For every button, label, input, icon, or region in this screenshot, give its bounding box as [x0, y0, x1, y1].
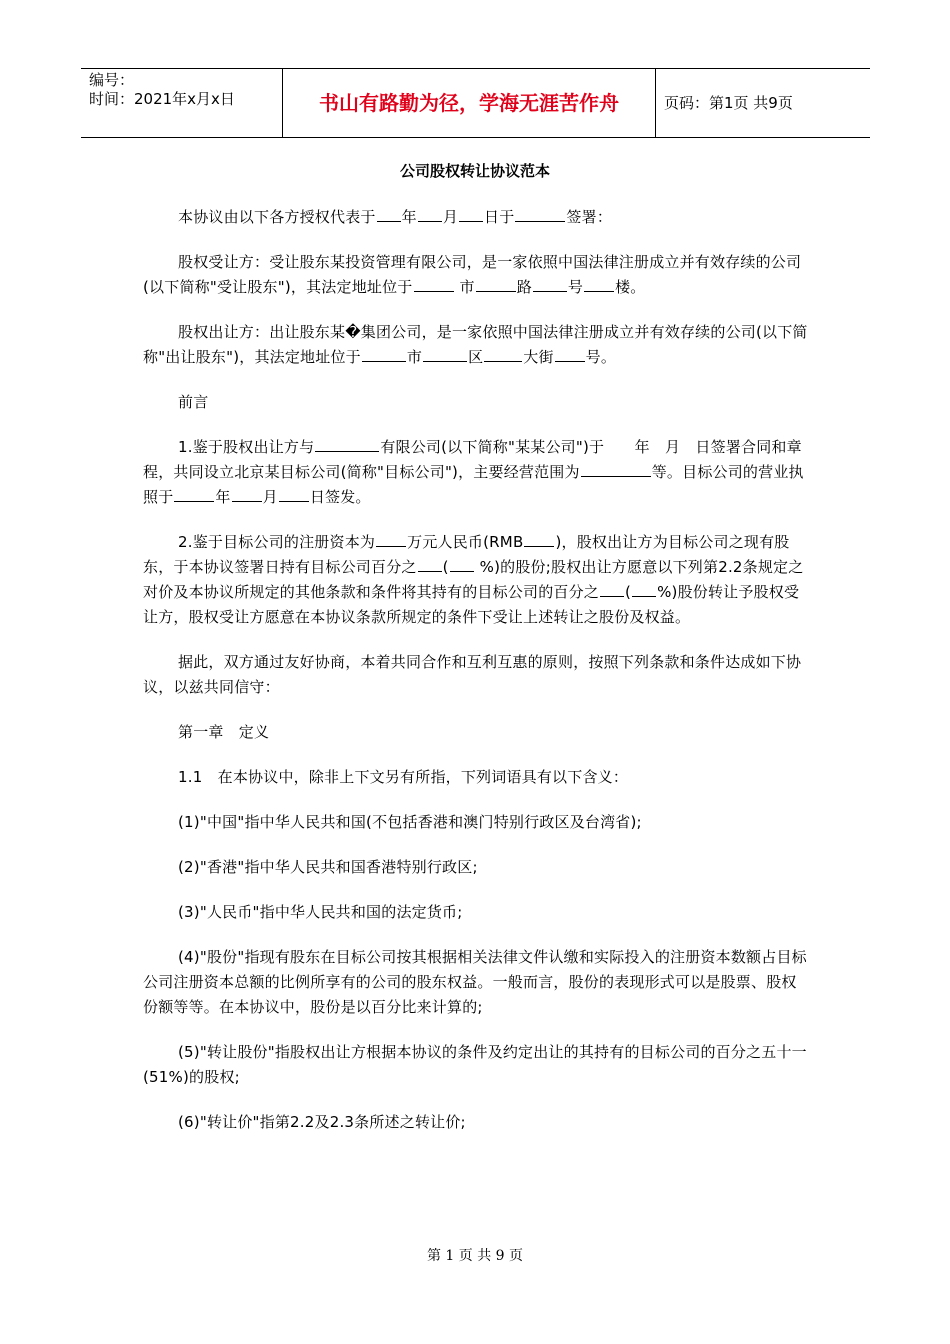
- accord-paragraph: 据此，双方通过友好协商，本着共同合作和互利互惠的原则，按照下列条款和条件达成如下协议，以兹共同信守：: [143, 653, 802, 696]
- blank-field: [533, 275, 567, 292]
- blank-field: [584, 275, 614, 292]
- blank-field: [524, 530, 554, 547]
- document-number-label: 编号：: [89, 71, 135, 89]
- blank-field: [515, 205, 565, 222]
- blank-field: [632, 580, 656, 597]
- page-header: [81, 68, 870, 138]
- blank-field: [174, 485, 214, 502]
- document-time-label: 时间：2021年x月x日: [89, 90, 235, 108]
- seller-paragraph: 股权出让方：出让股东某�集团公司，是一家依照中国法律注册成立并有效存续的公司(以下简称"出让股东")，其法定地址位于 市 区 大街 号。: [143, 323, 808, 366]
- header-page-info: 页码：第1页 共9页: [664, 94, 793, 112]
- definition-4: (4)"股份"指现有股东在目标公司按其根据相关法律文件认缴和实际投入的注册资本数额占目标公司注册资本总额的比例所享有的公司的股东权益。一般而言，股份的表现形式可以是股票、股权份额等等。在本协议中，股份是以百分比来计算的;: [143, 948, 807, 1016]
- header-divider: [655, 69, 656, 137]
- blank-field: [450, 555, 474, 572]
- blank-field: [232, 485, 262, 502]
- blank-field: [555, 345, 585, 362]
- recital-1: 1.鉴于股权出让方与 有限公司(以下简称"某某公司")于 年 月 日签署合同和章程，共同设立北京某目标公司(简称"目标公司")，主要经营范围为 等。目标公司的营业执照于 年 月 日签发。: [143, 435, 808, 510]
- blank-field: [376, 530, 406, 547]
- header-meta: [89, 71, 279, 109]
- blank-field: [476, 275, 516, 292]
- definition-6: (6)"转让价"指第2.2及2.3条所述之转让价;: [178, 1113, 466, 1131]
- blank-field: [414, 275, 454, 292]
- page-footer: 第 1 页 共 9 页: [426, 1248, 524, 1264]
- clause-1-1: 1.1 在本协议中，除非上下文另有所指，下列词语具有以下含义：: [178, 768, 629, 786]
- header-motto: 书山有路勤为径，学海无涯苦作舟: [319, 91, 619, 115]
- blank-field: [423, 345, 467, 362]
- blank-field: [315, 435, 379, 452]
- blank-field: [362, 345, 406, 362]
- preface-heading: 前言: [178, 393, 209, 411]
- chapter-1-heading: 第一章 定义: [178, 723, 270, 741]
- blank-field: [600, 580, 624, 597]
- definition-5: (5)"转让股份"指股权出让方根据本协议的条件及约定出让的其持有的目标公司的百分之五十一(51%)的股权;: [143, 1043, 807, 1086]
- recital-2: 2.鉴于目标公司的注册资本为 万元人民币(RMB )，股权出让方为目标公司之现有股东，于本协议签署日持有目标公司百分之 ( %)的股份;股权出让方愿意以下列第2.2条规定之对价及本协议所规定的其他条款和条件将其持有的目标公司的百分之 ( %)股份转让予股权受让方，股权受让方愿意在本协议条款所规定的条件下受让上述转让之股份及权益。: [143, 530, 808, 630]
- buyer-paragraph: 股权受让方：受让股东某投资管理有限公司，是一家依照中国法律注册成立并有效存续的公司(以下简称"受让股东")，其法定地址位于 市 路 号 楼。: [143, 253, 802, 296]
- document-body: [143, 205, 808, 1155]
- intro-paragraph: 本协议由以下各方授权代表于 年 月 日于 签署：: [143, 205, 808, 230]
- blank-field: [418, 555, 442, 572]
- blank-field: [484, 345, 522, 362]
- definition-1: (1)"中国"指中华人民共和国(不包括香港和澳门特别行政区及台湾省);: [178, 813, 642, 831]
- blank-field: [581, 460, 651, 477]
- definition-2: (2)"香港"指中华人民共和国香港特别行政区;: [178, 858, 478, 876]
- blank-field: [459, 205, 483, 222]
- blank-field: [377, 205, 401, 222]
- blank-field: [279, 485, 309, 502]
- definition-3: (3)"人民币"指中华人民共和国的法定货币;: [178, 903, 463, 921]
- blank-field: [418, 205, 442, 222]
- document-title: 公司股权转让协议范本: [399, 162, 550, 180]
